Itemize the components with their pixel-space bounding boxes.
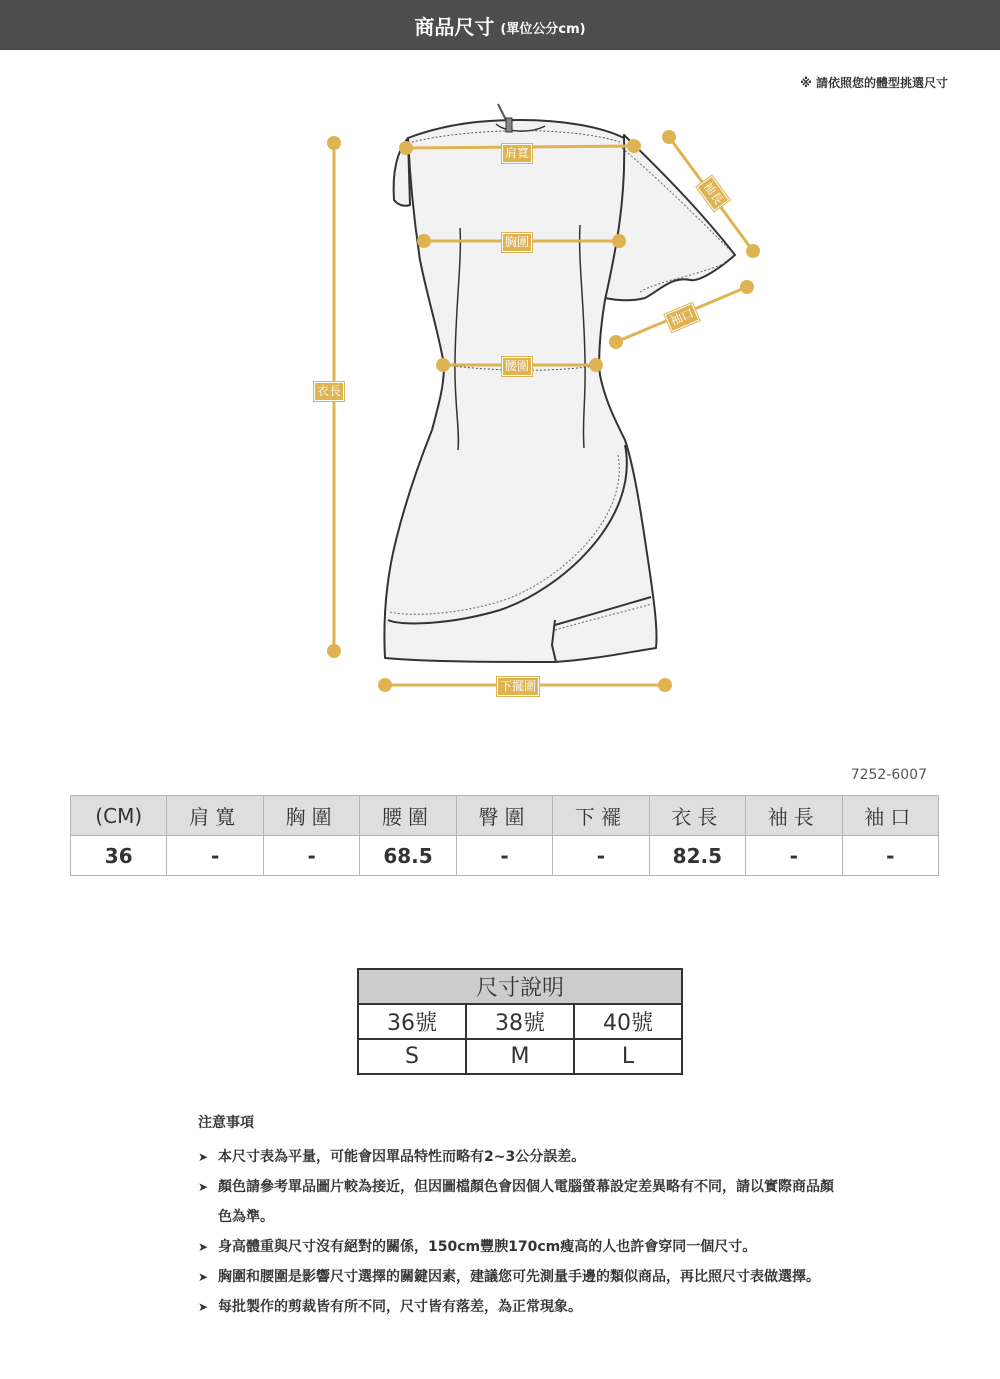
unit-note: (單位公分cm) [500,21,586,37]
size-guide-letter-row [358,1039,682,1074]
label-hem: 下擺圍 [497,677,539,696]
dress-diagram [0,90,1000,710]
size-table [70,795,939,876]
header-cell-length: 衣長 [649,796,745,836]
header-cell-sleeve-length: 袖長 [746,796,842,836]
header-cell-chest: 胸圍 [263,796,359,836]
header-cell-hip: 臀圍 [456,796,552,836]
list-item [198,1142,838,1172]
product-code: 7252-6007 [850,767,927,783]
label-cuff: 袖口 [664,303,699,332]
header-cell-unit: (CM) [71,796,167,836]
note-text: 身高體重與尺寸沒有絕對的關係，150cm豐腴170cm瘦高的人也許會穿同一個尺寸。 [218,1239,757,1255]
label-chest: 胸圍 [502,233,532,252]
size-guide-title: 尺寸說明 [358,969,682,1004]
label-shoulder: 肩寬 [502,144,532,163]
cell-cuff: - [842,836,939,876]
note-text: 胸圍和腰圍是影響尺寸選擇的關鍵因素，建議您可先測量手邊的類似商品，再比照尺寸表做選擇。 [218,1269,820,1285]
size-guide-36: 36號 [358,1004,466,1039]
arrow-icon: ➤ [198,1300,209,1314]
size-guide-title-row [358,969,682,1004]
page-title: 商品尺寸 [414,14,495,39]
cell-sleeve-length: - [746,836,842,876]
size-guide-40: 40號 [574,1004,682,1039]
cell-shoulder: - [167,836,263,876]
header-cell-hem: 下襬 [553,796,649,836]
table-row [71,836,939,876]
label-waist: 腰圍 [502,357,532,376]
cell-length: 82.5 [649,836,745,876]
dress-body [384,120,656,662]
note-text: 本尺寸表為平量，可能會因單品特性而略有2~3公分誤差。 [218,1149,586,1165]
list-item [198,1232,838,1262]
label-length: 衣長 [314,382,344,401]
header-cell-waist: 腰圍 [360,796,456,836]
list-item [198,1172,838,1232]
list-item [198,1292,838,1322]
cell-size: 36 [71,836,167,876]
list-item [198,1262,838,1292]
cell-hip: - [456,836,552,876]
size-table-header-row [71,796,939,836]
label-sleeve-length: 袖長 [697,176,730,211]
arrow-icon: ➤ [198,1240,209,1254]
size-advice-note: ※ 請依照您的體型挑選尺寸 [800,76,948,90]
notes-title: 注意事項 [198,1115,254,1131]
header-bar [0,0,1000,50]
cell-waist: 68.5 [360,836,456,876]
size-guide-table [357,968,683,1075]
size-guide-l: L [574,1039,682,1074]
size-guide-number-row [358,1004,682,1039]
note-text: 顏色請參考單品圖片較為接近，但因圖檔顏色會因個人電腦螢幕設定差異略有不同，請以實際商品顏色為準。 [218,1179,834,1225]
header-cell-shoulder: 肩寬 [167,796,263,836]
size-guide-s: S [358,1039,466,1074]
arrow-icon: ➤ [198,1270,209,1284]
note-text: 每批製作的剪裁皆有所不同，尺寸皆有落差，為正常現象。 [218,1299,582,1315]
size-guide-m: M [466,1039,574,1074]
cell-hem: - [553,836,649,876]
cell-chest: - [263,836,359,876]
header-cell-cuff: 袖口 [842,796,939,836]
arrow-icon: ➤ [198,1180,209,1194]
size-guide-38: 38號 [466,1004,574,1039]
arrow-icon: ➤ [198,1150,209,1164]
notes-section [198,1112,838,1322]
